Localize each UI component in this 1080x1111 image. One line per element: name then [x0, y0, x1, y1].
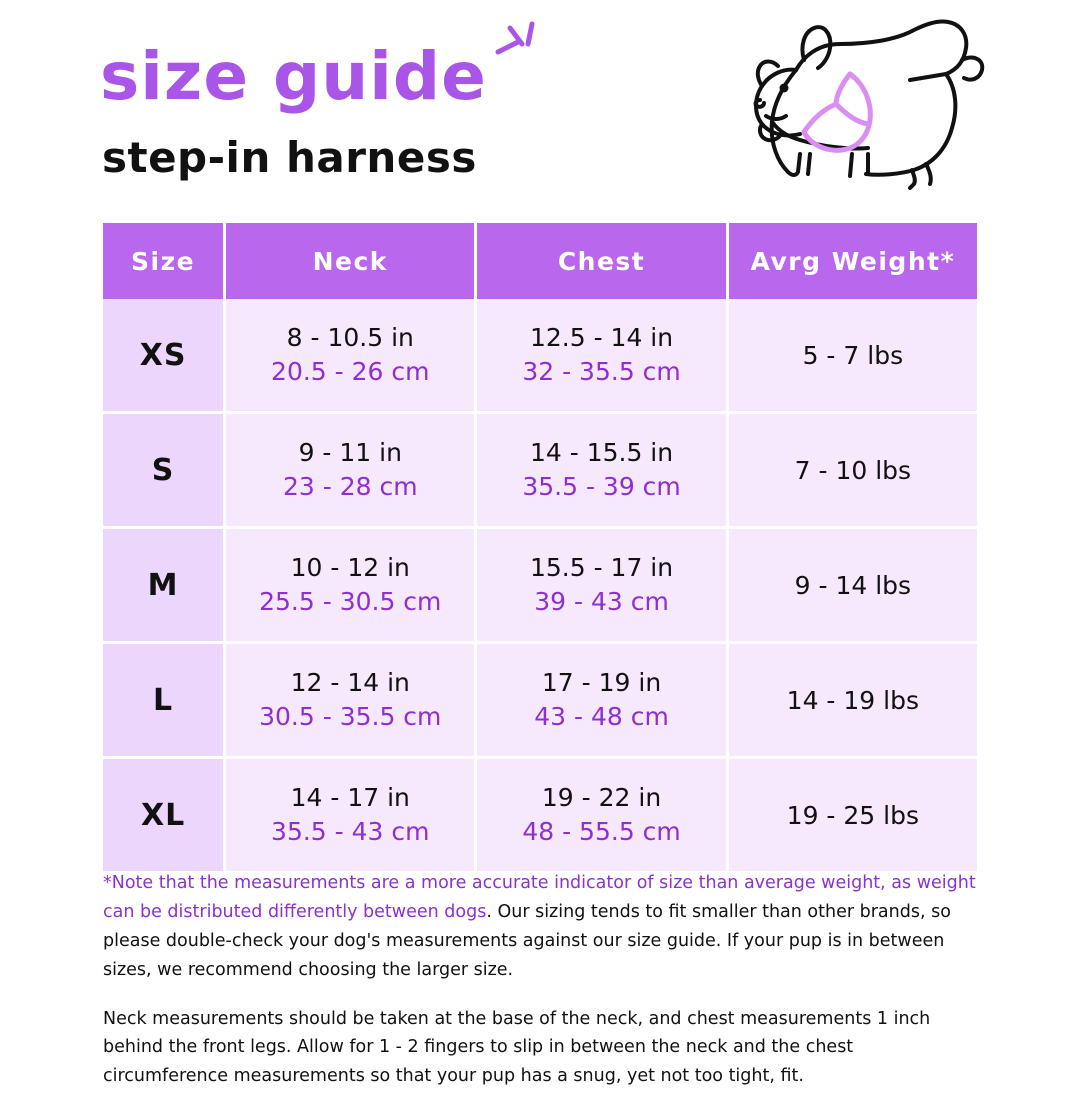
cell-chest: [476, 413, 727, 528]
chest-cm: 35.5 - 39 cm: [522, 472, 681, 501]
cell-neck: [225, 299, 476, 413]
table-row: [103, 528, 977, 643]
table-row: [103, 413, 977, 528]
cell-neck: [225, 528, 476, 643]
cell-weight: 7 - 10 lbs: [727, 413, 977, 528]
chest-inches: 15.5 - 17 in: [529, 553, 674, 583]
cell-neck: [225, 643, 476, 758]
neck-inches: 10 - 12 in: [290, 553, 410, 583]
col-header-size: Size: [103, 223, 225, 299]
table-row: [103, 299, 977, 413]
note-highlight: *Note that the measurements are a more accurate indicator of size than average weight, as weight can be distributed differently between dogs: [103, 873, 976, 922]
chest-inches: 17 - 19 in: [541, 668, 662, 698]
cell-size: XS: [103, 299, 225, 413]
table-row: [103, 758, 977, 872]
neck-cm: 20.5 - 26 cm: [271, 357, 430, 386]
chest-cm: 39 - 43 cm: [534, 587, 669, 616]
neck-cm: 25.5 - 30.5 cm: [259, 587, 442, 616]
dog-with-harness-illustration: [700, 4, 1000, 214]
notes-section: [103, 869, 983, 1111]
cell-weight: 19 - 25 lbs: [727, 758, 977, 872]
cell-chest: [476, 643, 727, 758]
chest-cm: 43 - 48 cm: [534, 702, 669, 731]
neck-cm: 23 - 28 cm: [282, 472, 418, 501]
chest-inches: 19 - 22 in: [541, 783, 662, 813]
neck-inches: 8 - 10.5 in: [286, 323, 414, 353]
table-row: [103, 643, 977, 758]
note-paragraph-1: [103, 869, 983, 985]
cell-weight: 9 - 14 lbs: [727, 528, 977, 643]
cell-chest: [476, 528, 727, 643]
size-table: [103, 223, 977, 871]
cell-size: L: [103, 643, 225, 758]
neck-inches: 14 - 17 in: [290, 783, 410, 813]
cell-weight: 5 - 7 lbs: [727, 299, 977, 413]
neck-inches: 9 - 11 in: [298, 438, 402, 468]
neck-inches: 12 - 14 in: [290, 668, 410, 698]
page-title: size guide: [100, 38, 487, 115]
cell-chest: [476, 758, 727, 872]
chest-inches: 12.5 - 14 in: [529, 323, 674, 353]
sparkle-icon: [492, 18, 552, 78]
chest-inches: 14 - 15.5 in: [529, 438, 674, 468]
cell-neck: [225, 758, 476, 872]
neck-cm: 35.5 - 43 cm: [271, 817, 430, 846]
cell-weight: 14 - 19 lbs: [727, 643, 977, 758]
table-header: [103, 223, 977, 299]
note-rest: . Our sizing tends to fit smaller than other brands, so please double-check your dog's measurements against our size guide. If your pup is in between sizes, we recommend choosing the larger size.: [103, 901, 951, 980]
col-header-chest: Chest: [476, 223, 727, 299]
page-subtitle: step-in harness: [102, 133, 477, 182]
cell-chest: [476, 299, 727, 413]
col-header-neck: Neck: [225, 223, 476, 299]
table-body: [103, 299, 977, 871]
cell-size: XL: [103, 758, 225, 872]
cell-neck: [225, 413, 476, 528]
neck-cm: 30.5 - 35.5 cm: [259, 702, 442, 731]
col-header-weight: Avrg Weight*: [727, 223, 977, 299]
cell-size: M: [103, 528, 225, 643]
chest-cm: 48 - 55.5 cm: [522, 817, 681, 846]
cell-size: S: [103, 413, 225, 528]
note-paragraph-2: Neck measurements should be taken at the base of the neck, and chest measurements 1 inch behind the front legs. Allow for 1 - 2 fingers to slip in between the neck and the chest circumference measurements so that your pup has a snug, yet not too tight, fit.: [103, 1008, 931, 1087]
chest-cm: 32 - 35.5 cm: [522, 357, 681, 386]
